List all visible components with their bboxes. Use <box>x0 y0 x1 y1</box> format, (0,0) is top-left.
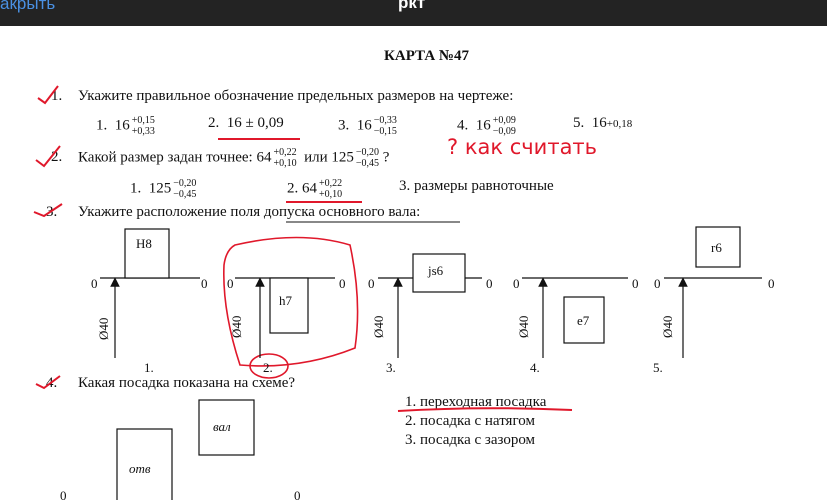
check-mark-q3 <box>34 204 62 216</box>
dim-label: Ø40 <box>660 315 675 338</box>
q4-number: 4. <box>46 375 58 391</box>
zero-mark: 0 <box>486 276 493 291</box>
field-1-label: H8 <box>136 236 152 251</box>
q1-option-2: 2. 16 ± 0,09 <box>208 115 284 131</box>
q1-option-4: 4. 16 +0,09 −0,09 <box>457 115 516 137</box>
diagram-number: 4. <box>530 360 540 375</box>
zero-mark: 0 <box>368 276 375 291</box>
dim-label: Ø40 <box>229 315 244 338</box>
zero-mark: 0 <box>632 276 639 291</box>
dim-label: Ø40 <box>516 315 531 338</box>
dim-label: Ø40 <box>371 315 386 338</box>
q4-option-2: 2. посадка с натягом <box>405 413 535 429</box>
zero-mark: 0 <box>60 488 67 500</box>
zero-mark: 0 <box>513 276 520 291</box>
check-mark-q1 <box>38 86 58 103</box>
q2-option-2: 2. 64 +0,22 +0,10 <box>287 178 343 200</box>
q1-option-1: 1. 16 +0,15 +0,33 <box>96 115 155 137</box>
field-5-label: r6 <box>711 240 722 255</box>
zero-mark: 0 <box>654 276 661 291</box>
close-link[interactable]: акрыть <box>0 0 56 13</box>
viewer-title: ркт <box>398 0 426 12</box>
zero-mark: 0 <box>91 276 98 291</box>
check-mark-q2 <box>36 146 63 166</box>
q1-option-5: 5. 16+0,18 <box>573 115 633 131</box>
q1-option-3: 3. 16 −0,33 −0,15 <box>338 115 397 137</box>
q2-option-3: 3. размеры равноточные <box>399 178 554 194</box>
q4-text: Какая посадка показана на схеме? <box>78 375 296 391</box>
diagram-number: 5. <box>653 360 663 375</box>
dim-label: Ø40 <box>96 317 111 340</box>
zero-mark: 0 <box>201 276 208 291</box>
field-2-label: h7 <box>279 293 292 308</box>
field-4-label: e7 <box>577 313 590 328</box>
underline-q4-option-1 <box>398 408 572 411</box>
q4-option-1: 1. переходная посадка <box>405 394 547 410</box>
q2-option-1: 1. 125 −0,20 −0,45 <box>130 178 197 200</box>
q1-number: 1. <box>51 88 63 104</box>
check-mark-q4 <box>36 376 60 388</box>
q3-text: Укажите расположение поля допуска основного вала: <box>78 204 421 220</box>
q2-text: Какой размер задан точнее: 64 +0,22 +0,10 или 125 −0,20 −0,45 ? <box>78 147 390 169</box>
zero-mark: 0 <box>768 276 775 291</box>
q2-number: 2. <box>51 149 63 165</box>
card-title: КАРТА №47 <box>384 48 469 64</box>
shaft-label: вал <box>213 419 231 434</box>
q3-number: 3. <box>46 204 58 220</box>
hole-label: отв <box>129 461 151 476</box>
diagram-number: 1. <box>144 360 154 375</box>
zero-mark: 0 <box>339 276 346 291</box>
handwritten-note: ? как считать <box>447 135 598 159</box>
zero-mark: 0 <box>227 276 234 291</box>
q4-option-3: 3. посадка с зазором <box>405 432 536 448</box>
field-3-label: js6 <box>428 263 444 278</box>
zero-mark: 0 <box>294 488 301 500</box>
diagram-number: 2. <box>263 360 273 375</box>
diagram-number: 3. <box>386 360 396 375</box>
q1-text: Укажите правильное обозначение предельных размеров на чертеже: <box>78 88 514 104</box>
